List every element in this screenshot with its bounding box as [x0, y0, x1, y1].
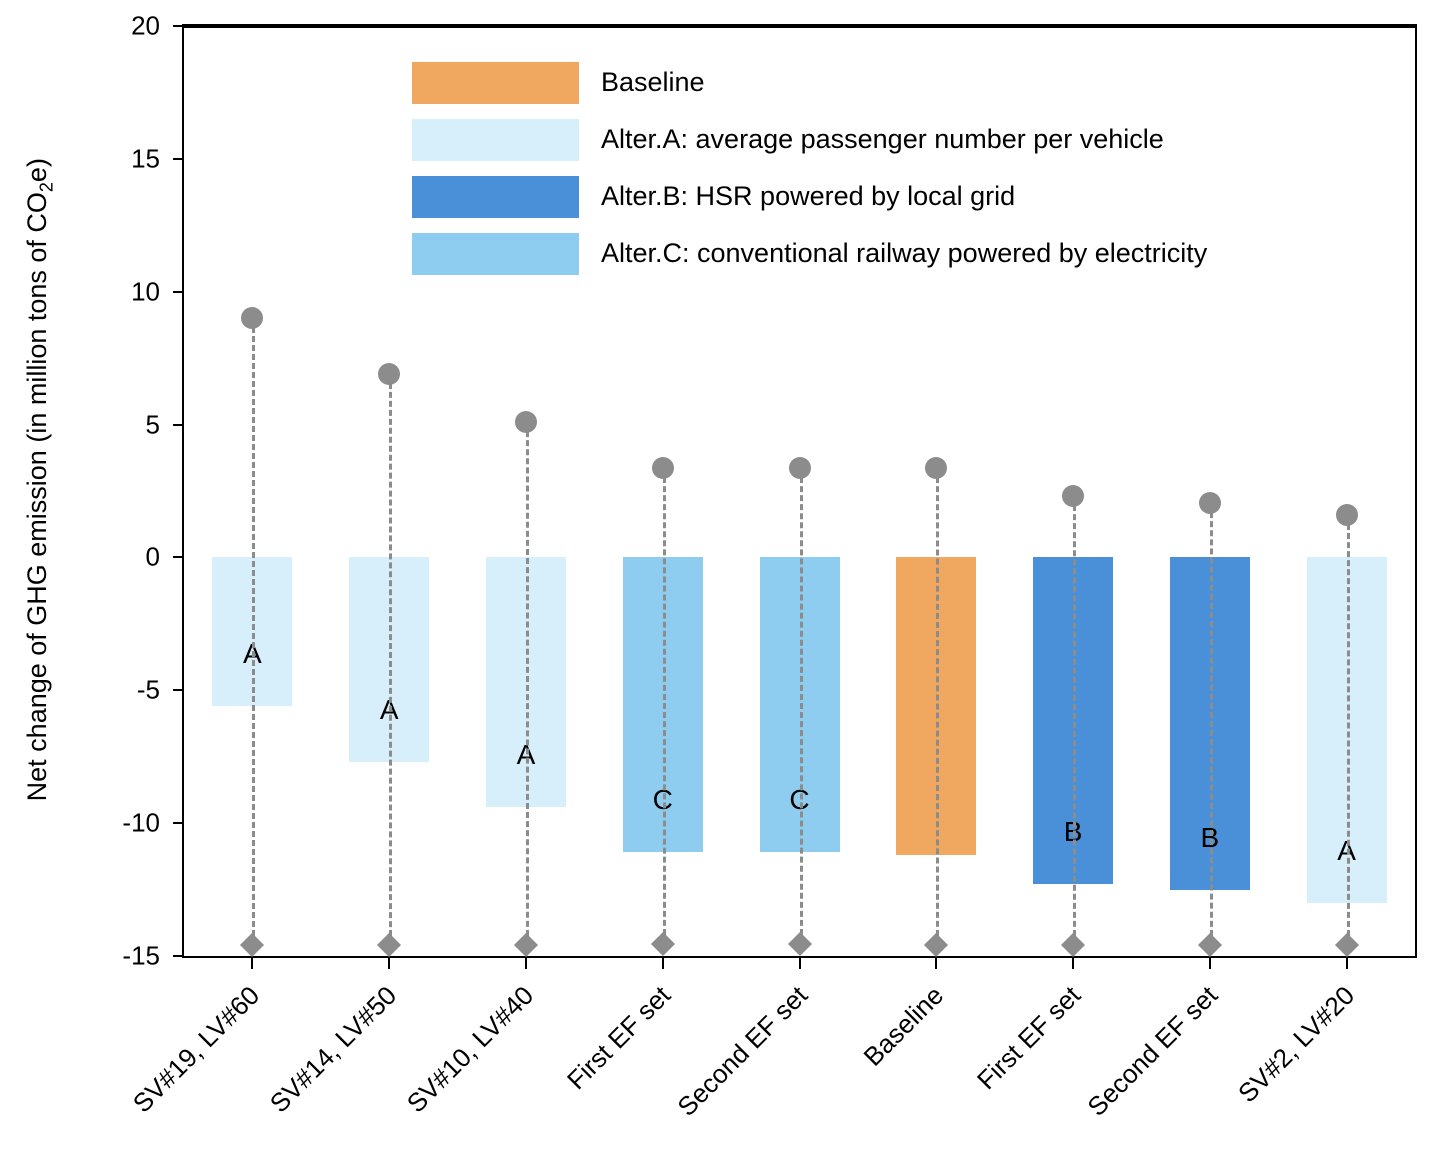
y-tick-mark [173, 556, 184, 558]
legend-swatch [412, 119, 579, 161]
y-axis-title-text: Net change of GHG emission (in million tons of $CO_2e$) [22, 158, 57, 802]
upper-marker-dot [1062, 485, 1084, 507]
x-tick-label: First EF set [971, 980, 1087, 1096]
upper-marker-dot [652, 457, 674, 479]
legend-item[interactable] [412, 225, 1207, 282]
bar-letter-label: B [1063, 816, 1083, 848]
x-tick-mark [1072, 958, 1074, 969]
lower-marker-diamond [787, 932, 811, 956]
marker-stem [1073, 496, 1076, 945]
x-tick-label: Second EF set [670, 980, 813, 1122]
upper-marker-dot [515, 411, 537, 433]
y-tick-mark [173, 291, 184, 293]
y-axis-title [10, 0, 70, 960]
x-tick-label: SV#14, LV#50 [263, 980, 403, 1119]
upper-marker-dot [925, 457, 947, 479]
lower-marker-diamond [1198, 933, 1222, 957]
zero-line [184, 26, 1415, 28]
y-tick-mark [173, 158, 184, 160]
bar-letter-label: A [379, 694, 399, 726]
y-tick-label: -10 [122, 807, 160, 838]
legend-swatch [412, 176, 579, 218]
plot-area [122, 10, 1417, 971]
legend-swatch [412, 233, 579, 275]
legend-item[interactable] [412, 54, 1207, 111]
x-tick-mark [1346, 958, 1348, 969]
upper-marker-dot [1336, 504, 1358, 526]
legend-swatch [412, 62, 579, 104]
bar-letter-label: A [516, 739, 536, 771]
marker-stem [936, 468, 939, 945]
x-tick-mark [662, 958, 664, 969]
legend-label: Alter.B: HSR powered by local grid [601, 181, 1016, 211]
x-tick-mark [935, 958, 937, 969]
legend-label: Alter.A: average passenger number per vehicle [601, 124, 1164, 154]
x-tick-mark [1209, 958, 1211, 969]
lower-marker-diamond [1335, 933, 1359, 957]
lower-marker-diamond [377, 933, 401, 957]
x-tick-label: SV#19, LV#60 [127, 980, 266, 1119]
lower-marker-diamond [514, 933, 538, 957]
legend-item[interactable] [412, 168, 1207, 225]
x-tick-mark [251, 958, 253, 969]
x-tick-mark [799, 958, 801, 969]
upper-marker-dot [789, 457, 811, 479]
lower-marker-diamond [1061, 933, 1085, 957]
x-tick-label: SV#10, LV#40 [400, 980, 540, 1119]
bar-letter-label: B [1200, 821, 1220, 853]
y-tick-mark [173, 689, 184, 691]
marker-stem [1210, 503, 1213, 945]
y-tick-label: 20 [131, 10, 160, 41]
y-tick-label: 10 [131, 276, 160, 307]
marker-stem [800, 468, 803, 944]
bar-letter-label: C [789, 784, 810, 816]
bar-letter-label: A [1337, 834, 1356, 866]
y-tick-label: 5 [145, 409, 160, 440]
y-tick-mark [173, 822, 184, 824]
x-tick-mark [525, 958, 527, 969]
legend-label: Baseline [601, 67, 705, 97]
bar-letter-label: A [243, 638, 262, 670]
lower-marker-diamond [651, 932, 675, 956]
upper-marker-dot [241, 307, 263, 329]
marker-stem [252, 318, 255, 945]
x-tick-label: First EF set [560, 980, 676, 1096]
marker-stem [389, 374, 392, 945]
lower-marker-diamond [240, 933, 264, 957]
y-tick-label: 15 [131, 143, 160, 174]
y-tick-label: -15 [122, 940, 160, 971]
x-tick-mark [388, 958, 390, 969]
x-tick-label: SV#2, LV#20 [1231, 980, 1360, 1109]
x-tick-label: Second EF set [1081, 980, 1224, 1122]
upper-marker-dot [378, 363, 400, 385]
bar-letter-label: C [652, 784, 673, 816]
upper-marker-dot [1199, 492, 1221, 514]
lower-marker-diamond [924, 933, 948, 957]
legend [412, 54, 1207, 282]
y-tick-label: 0 [145, 541, 160, 572]
marker-stem [663, 468, 666, 944]
y-tick-label: -5 [136, 674, 160, 705]
marker-stem [1347, 515, 1350, 945]
legend-item[interactable] [412, 111, 1207, 168]
y-tick-mark [173, 955, 184, 957]
y-tick-mark [173, 25, 184, 27]
y-tick-mark [173, 424, 184, 426]
x-tick-label: Baseline [857, 980, 950, 1072]
marker-stem [526, 422, 529, 945]
legend-label: Alter.C: conventional railway powered by electricity [601, 238, 1208, 268]
